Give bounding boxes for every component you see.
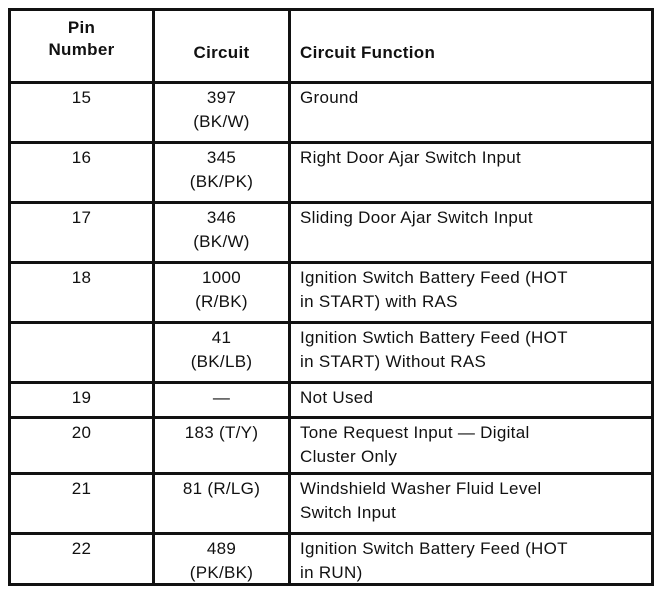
function-line2: in START) Without RAS <box>300 352 487 371</box>
function-line1: Not Used <box>300 388 374 407</box>
function-line1: Right Door Ajar Switch Input <box>300 148 521 167</box>
circuit-cell <box>155 419 291 472</box>
function-cell <box>291 204 651 261</box>
table-row <box>11 84 651 144</box>
circuit-cell <box>155 204 291 261</box>
pin-cell: 22 <box>11 535 155 583</box>
circuit-color: (PK/BK) <box>189 563 254 582</box>
circuit-cell <box>155 84 291 141</box>
table-row <box>11 419 651 475</box>
function-line1: Ignition Switch Battery Feed (HOT <box>300 539 568 558</box>
circuit-cell <box>155 144 291 201</box>
circuit-color: (BK/LB) <box>190 352 253 371</box>
pin-cell: 15 <box>11 84 155 141</box>
function-cell <box>291 84 651 141</box>
pin-circuit-table <box>8 8 654 586</box>
circuit-number: 489 <box>206 539 237 558</box>
pin-cell: 20 <box>11 419 155 472</box>
function-cell <box>291 475 651 532</box>
pin-cell: 17 <box>11 204 155 261</box>
pin-cell: 18 <box>11 264 155 321</box>
table-row <box>11 324 651 384</box>
pin-cell: 19 <box>11 384 155 416</box>
header-pin-line1: Pin <box>67 18 96 37</box>
table-row <box>11 475 651 535</box>
pin-cell: 21 <box>11 475 155 532</box>
function-line1: Tone Request Input — Digital <box>300 423 530 442</box>
circuit-number: 345 <box>206 148 237 167</box>
table-header-row <box>11 11 651 84</box>
circuit-cell <box>155 264 291 321</box>
function-cell <box>291 419 651 472</box>
circuit-color: (BK/PK) <box>189 172 254 191</box>
pin-cell: 16 <box>11 144 155 201</box>
table-row <box>11 204 651 264</box>
circuit-number: 346 <box>206 208 237 227</box>
table-row <box>11 144 651 204</box>
function-line2: in RUN) <box>300 563 363 582</box>
table-row <box>11 384 651 419</box>
circuit-cell <box>155 475 291 532</box>
function-line2: Switch Input <box>300 503 397 522</box>
circuit-color: (R/BK) <box>195 292 248 311</box>
circuit-number: 397 <box>206 88 237 107</box>
circuit-color: (BK/W) <box>193 112 250 131</box>
function-line2: Cluster Only <box>300 447 398 466</box>
table-row <box>11 535 651 583</box>
circuit-number: 1000 <box>201 268 242 287</box>
function-line1: Windshield Washer Fluid Level <box>300 479 542 498</box>
circuit-cell <box>155 324 291 381</box>
function-line2: in START) with RAS <box>300 292 458 311</box>
circuit-number: 41 <box>211 328 232 347</box>
header-circuit-function: Circuit Function <box>300 43 436 62</box>
function-line1: Sliding Door Ajar Switch Input <box>300 208 533 227</box>
function-cell <box>291 535 651 583</box>
function-line1: Ignition Swtich Battery Feed (HOT <box>300 328 568 347</box>
function-cell <box>291 384 651 416</box>
circuit-cell <box>155 535 291 583</box>
table-row <box>11 264 651 324</box>
circuit-number: 183 (T/Y) <box>184 423 259 442</box>
header-pin-line2: Number <box>48 40 115 59</box>
header-pin-number <box>11 11 155 81</box>
circuit-number: — <box>212 388 231 407</box>
circuit-color: (BK/W) <box>193 232 250 251</box>
pin-cell <box>11 324 155 381</box>
function-cell <box>291 144 651 201</box>
function-cell <box>291 264 651 321</box>
circuit-number: 81 (R/LG) <box>182 479 261 498</box>
function-cell <box>291 324 651 381</box>
function-line1: Ground <box>300 88 359 107</box>
function-line1: Ignition Switch Battery Feed (HOT <box>300 268 568 287</box>
header-circuit: Circuit <box>155 11 291 81</box>
circuit-cell <box>155 384 291 416</box>
